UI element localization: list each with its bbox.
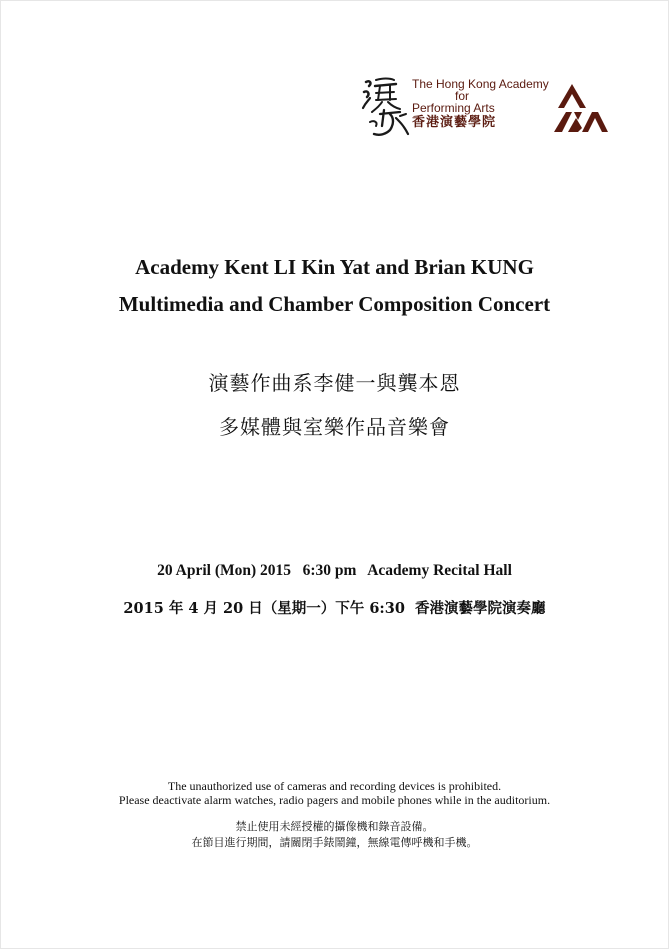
concert-title-en-line2: Multimedia and Chamber Composition Concert [118,292,551,316]
logo-name-en-line2: for [454,89,469,103]
notice-en-line1: The unauthorized use of cameras and recording devices is prohibited. [167,779,502,793]
notice-zh-line1: 禁止使用未經授權的攝像機和錄音設備。 [235,820,434,833]
event-details-zh: 2015 年 4 月 20 日（星期一）下午 6:30 香港演藝學院演奏廳 [123,600,546,617]
concert-title-zh-line1: 演藝作曲系李健一與龔本恩 [208,371,461,395]
logo-name-en-line3: Performing Arts [412,101,495,115]
concert-title-en-line1: Academy Kent LI Kin Yat and Brian KUNG [135,255,534,279]
academy-triangle-mark-icon [552,78,612,132]
logo-text [412,78,552,131]
concert-title-zh-line2: 多媒體與室樂作品音樂會 [219,415,450,439]
notice-en-line2: Please deactivate alarm watches, radio pagers and mobile phones while in the auditorium. [118,793,551,807]
academy-logo [360,74,605,144]
notice-zh-line2: 在節目進行期間，請關閉手錶鬧鐘，無線電傳呼機和手機。 [191,836,478,849]
logo-name-en-line1: The Hong Kong Academy [412,77,549,91]
logo-name-zh: 香港演藝學院 [412,115,497,130]
calligraphy-logo-icon [360,74,412,140]
event-details-en: 20 April (Mon) 2015 6:30 pm Academy Recital Hall [157,562,512,579]
